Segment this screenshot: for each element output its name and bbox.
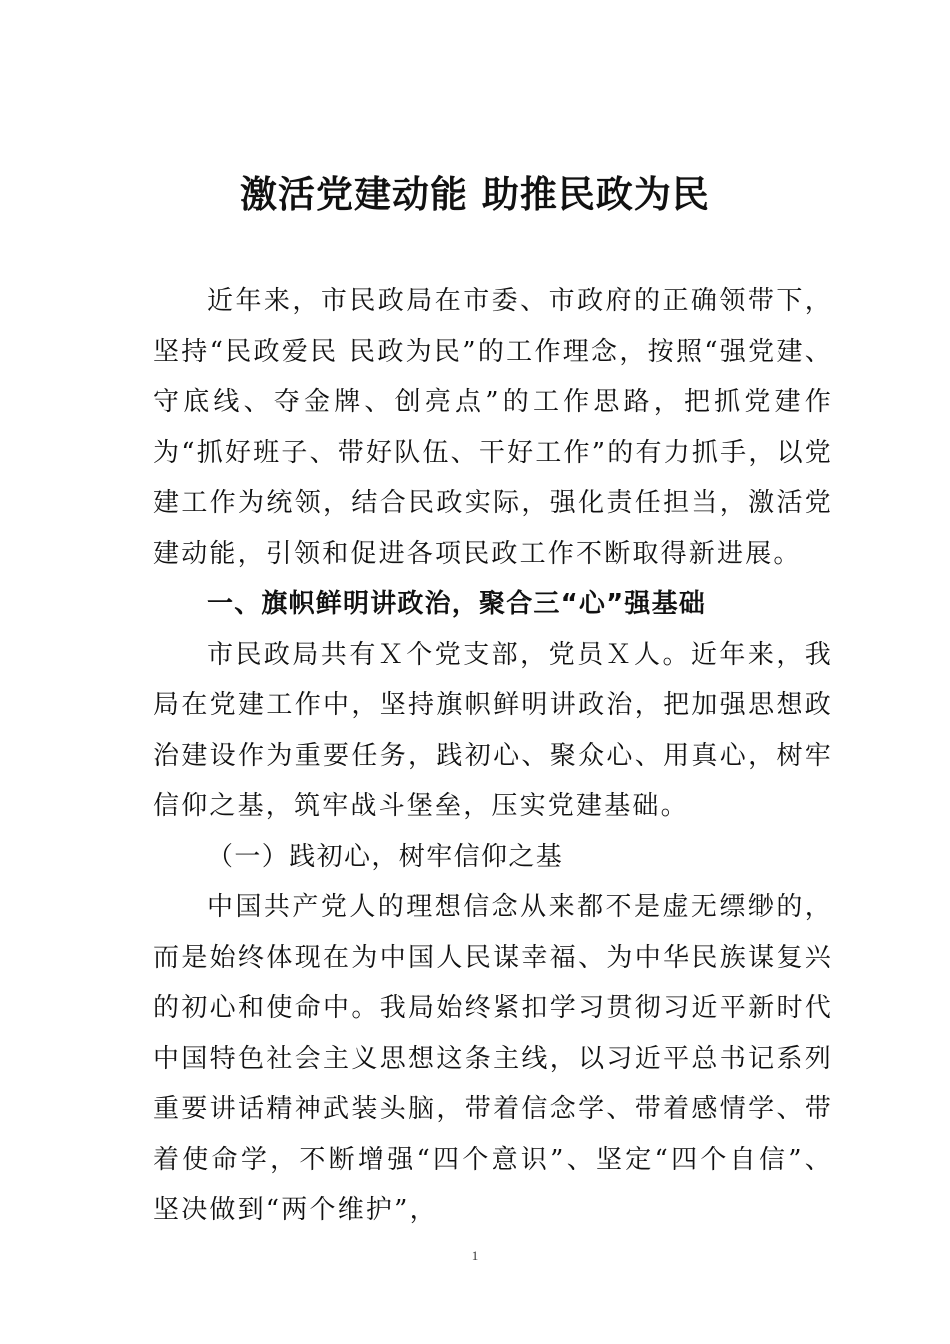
subsection-1-paragraph: 中国共产党人的理想信念从来都不是虚无缥缈的，而是始终体现在为中国人民谋幸福、为中华民族谋复兴的初心和使命中。我局始终紧扣学习贯彻习近平新时代中国特色社会主义思想这条主线，以习近平总书记系列重要讲话精神武装头脑，带着信念学、带着感情学、带着使命学，不断增强“四个意识”、坚定“四个自信”、坚决做到“两个维护”， — [153, 892, 833, 1225]
subsection-heading-1: （一）践初心，树牢信仰之基 — [207, 841, 564, 872]
section-1-paragraph: 市民政局共有Ｘ个党支部，党员Ｘ人。近年来，我局在党建工作中，坚持旗帜鲜明讲政治，把加强思想政治建设作为重要任务，践初心、聚众心、用真心，树牢信仰之基，筑牢战斗堡垒，压实党建基础。 — [153, 639, 833, 821]
intro-paragraph: 近年来，市民政局在市委、市政府的正确领带下，坚持“民政爱民 民政为民”的工作理念，按照“强党建、守底线、夺金牌、创亮点”的工作思路，把抓党建作为“抓好班子、带好队伍、干好工作”的有力抓手，以党建工作为统领，结合民政实际，强化责任担当，激活党建动能，引领和促进各项民政工作不断取得新进展。 — [153, 286, 833, 569]
page-number: 1 — [471, 1248, 479, 1263]
document-body — [153, 276, 833, 1236]
section-heading-1: 一、旗帜鲜明讲政治，聚合三“心”强基础 — [207, 589, 706, 619]
document-title: 激活党建动能 助推民政为民 — [240, 172, 710, 216]
